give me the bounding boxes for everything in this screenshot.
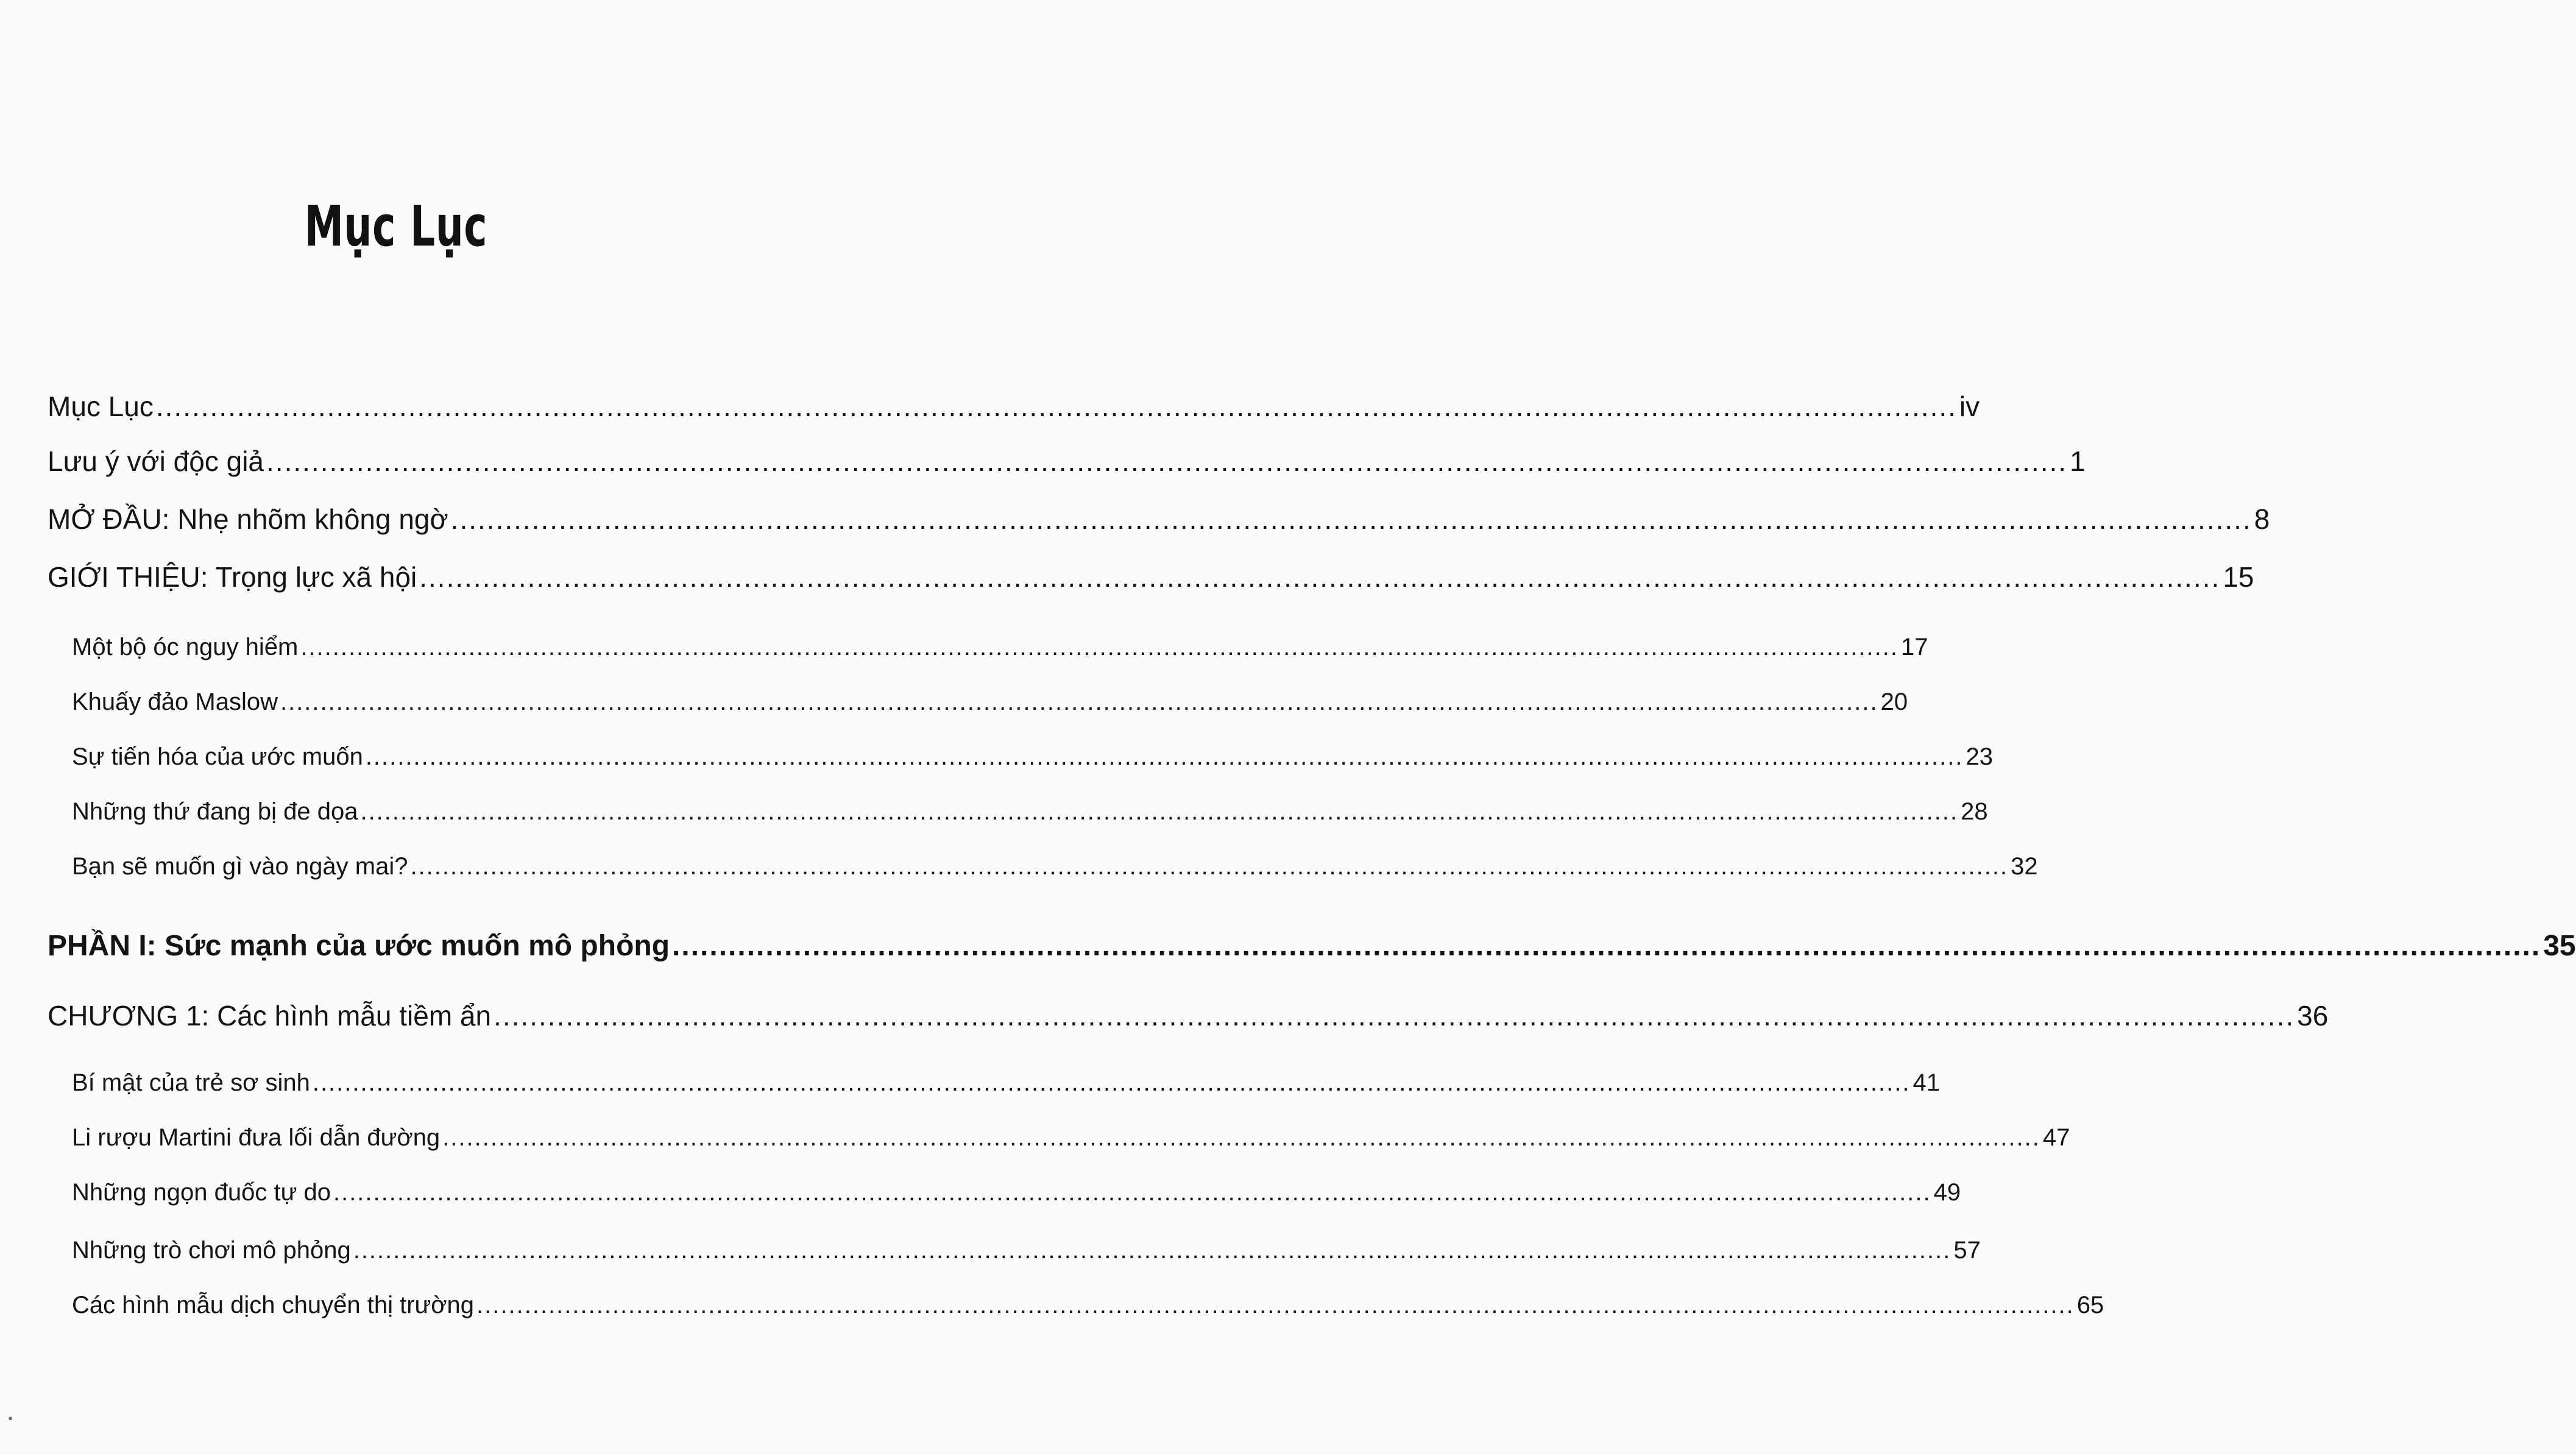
toc-page-number: 20 — [1880, 689, 1908, 715]
toc-leader-dots: ........................................................................................................................................................................................................ — [450, 503, 2252, 535]
toc-entry-title: Li rượu Martini đưa lối dẫn đường — [72, 1124, 441, 1151]
toc-entry — [72, 1124, 2070, 1152]
toc-leader-dots: ........................................................................................................................................................................................................ — [442, 1124, 2040, 1151]
toc-page-number: 41 — [1913, 1069, 1940, 1096]
toc-entry-title: GIỚI THIỆU: Trọng lực xã hội — [48, 561, 417, 593]
toc-page-number: 65 — [2076, 1292, 2104, 1319]
toc-page-number: 23 — [1966, 743, 1993, 770]
ink-speck — [9, 1417, 12, 1420]
toc-entry — [72, 853, 2038, 880]
toc-leader-dots: ........................................................................................................................................................................................................ — [353, 1237, 1951, 1264]
toc-entry-title: MỞ ĐẦU: Nhẹ nhõm không ngờ — [48, 503, 448, 535]
toc-page-number: 1 — [2070, 445, 2086, 477]
toc-entry — [48, 929, 2576, 963]
toc-entry — [48, 390, 1980, 423]
toc-page-number: 15 — [2223, 561, 2254, 593]
toc-entry-title: Sự tiến hóa của ước muốn — [72, 743, 363, 770]
toc-leader-dots: ........................................................................................................................................................................................................ — [476, 1292, 2075, 1319]
toc-leader-dots: ........................................................................................................................................................................................................ — [280, 689, 1878, 715]
toc-entry — [48, 999, 2329, 1032]
toc-page-number: 28 — [1961, 798, 1988, 825]
toc-page-number: 57 — [1953, 1237, 1981, 1264]
toc-entry-title: PHẦN I: Sức mạnh của ước muốn mô phỏng — [48, 930, 670, 962]
toc-entry-title: Một bộ óc nguy hiểm — [72, 634, 299, 660]
toc-entry — [72, 1292, 2104, 1319]
toc-page-number: 17 — [1900, 634, 1928, 660]
toc-entry — [72, 634, 1928, 661]
toc-entry-title: Lưu ý với độc giả — [48, 445, 264, 477]
toc-entry-title: Khuấy đảo Maslow — [72, 689, 278, 715]
toc-entry — [72, 1237, 1981, 1264]
toc-entry-title: Mục Lục — [48, 391, 154, 422]
toc-entry — [72, 1069, 1940, 1097]
toc-entry-title: Những thứ đang bị đe dọa — [72, 798, 358, 825]
toc-leader-dots: ........................................................................................................................................................................................................ — [312, 1069, 1911, 1096]
toc-page-number: 49 — [1933, 1179, 1961, 1206]
toc-page-number: iv — [1959, 391, 1980, 422]
toc-page-number: 47 — [2042, 1124, 2070, 1151]
page-title: Mục Lục — [304, 194, 488, 259]
toc-leader-dots: ........................................................................................................................................................................................................ — [360, 798, 1959, 825]
toc-entry — [72, 689, 1908, 716]
toc-entry — [48, 503, 2270, 536]
toc-entry — [72, 798, 1988, 826]
toc-leader-dots: ........................................................................................................................................................................................................ — [300, 634, 1898, 660]
toc-entry — [48, 561, 2254, 593]
toc-entry-title: Các hình mẫu dịch chuyển thị trường — [72, 1292, 475, 1319]
toc-leader-dots: ........................................................................................................................................................................................................ — [410, 853, 2009, 880]
toc-leader-dots: ........................................................................................................................................................................................................ — [672, 930, 2541, 962]
toc-leader-dots: ........................................................................................................................................................................................................ — [155, 391, 1957, 422]
toc-leader-dots: ........................................................................................................................................................................................................ — [494, 1000, 2295, 1032]
toc-entry — [72, 1179, 1961, 1206]
toc-page-number: 8 — [2254, 503, 2270, 535]
toc-entry-title: CHƯƠNG 1: Các hình mẫu tiềm ẩn — [48, 1000, 492, 1032]
toc-page-number: 32 — [2011, 853, 2038, 880]
toc-leader-dots: ........................................................................................................................................................................................................ — [365, 743, 1964, 770]
toc-entry-title: Bạn sẽ muốn gì vào ngày mai? — [72, 853, 408, 880]
toc-leader-dots: ........................................................................................................................................................................................................ — [266, 445, 2068, 477]
toc-entry-title: Những trò chơi mô phỏng — [72, 1237, 351, 1264]
toc-leader-dots: ........................................................................................................................................................................................................ — [333, 1179, 1931, 1206]
toc-leader-dots: ........................................................................................................................................................................................................ — [419, 561, 2221, 593]
toc-entry-title: Bí mật của trẻ sơ sinh — [72, 1069, 310, 1096]
toc-entry — [48, 445, 2086, 478]
toc-entry-title: Những ngọn đuốc tự do — [72, 1179, 331, 1206]
toc-page-number: 35 — [2543, 930, 2576, 962]
toc-page-number: 36 — [2297, 1000, 2329, 1032]
toc-entry — [72, 743, 1993, 771]
